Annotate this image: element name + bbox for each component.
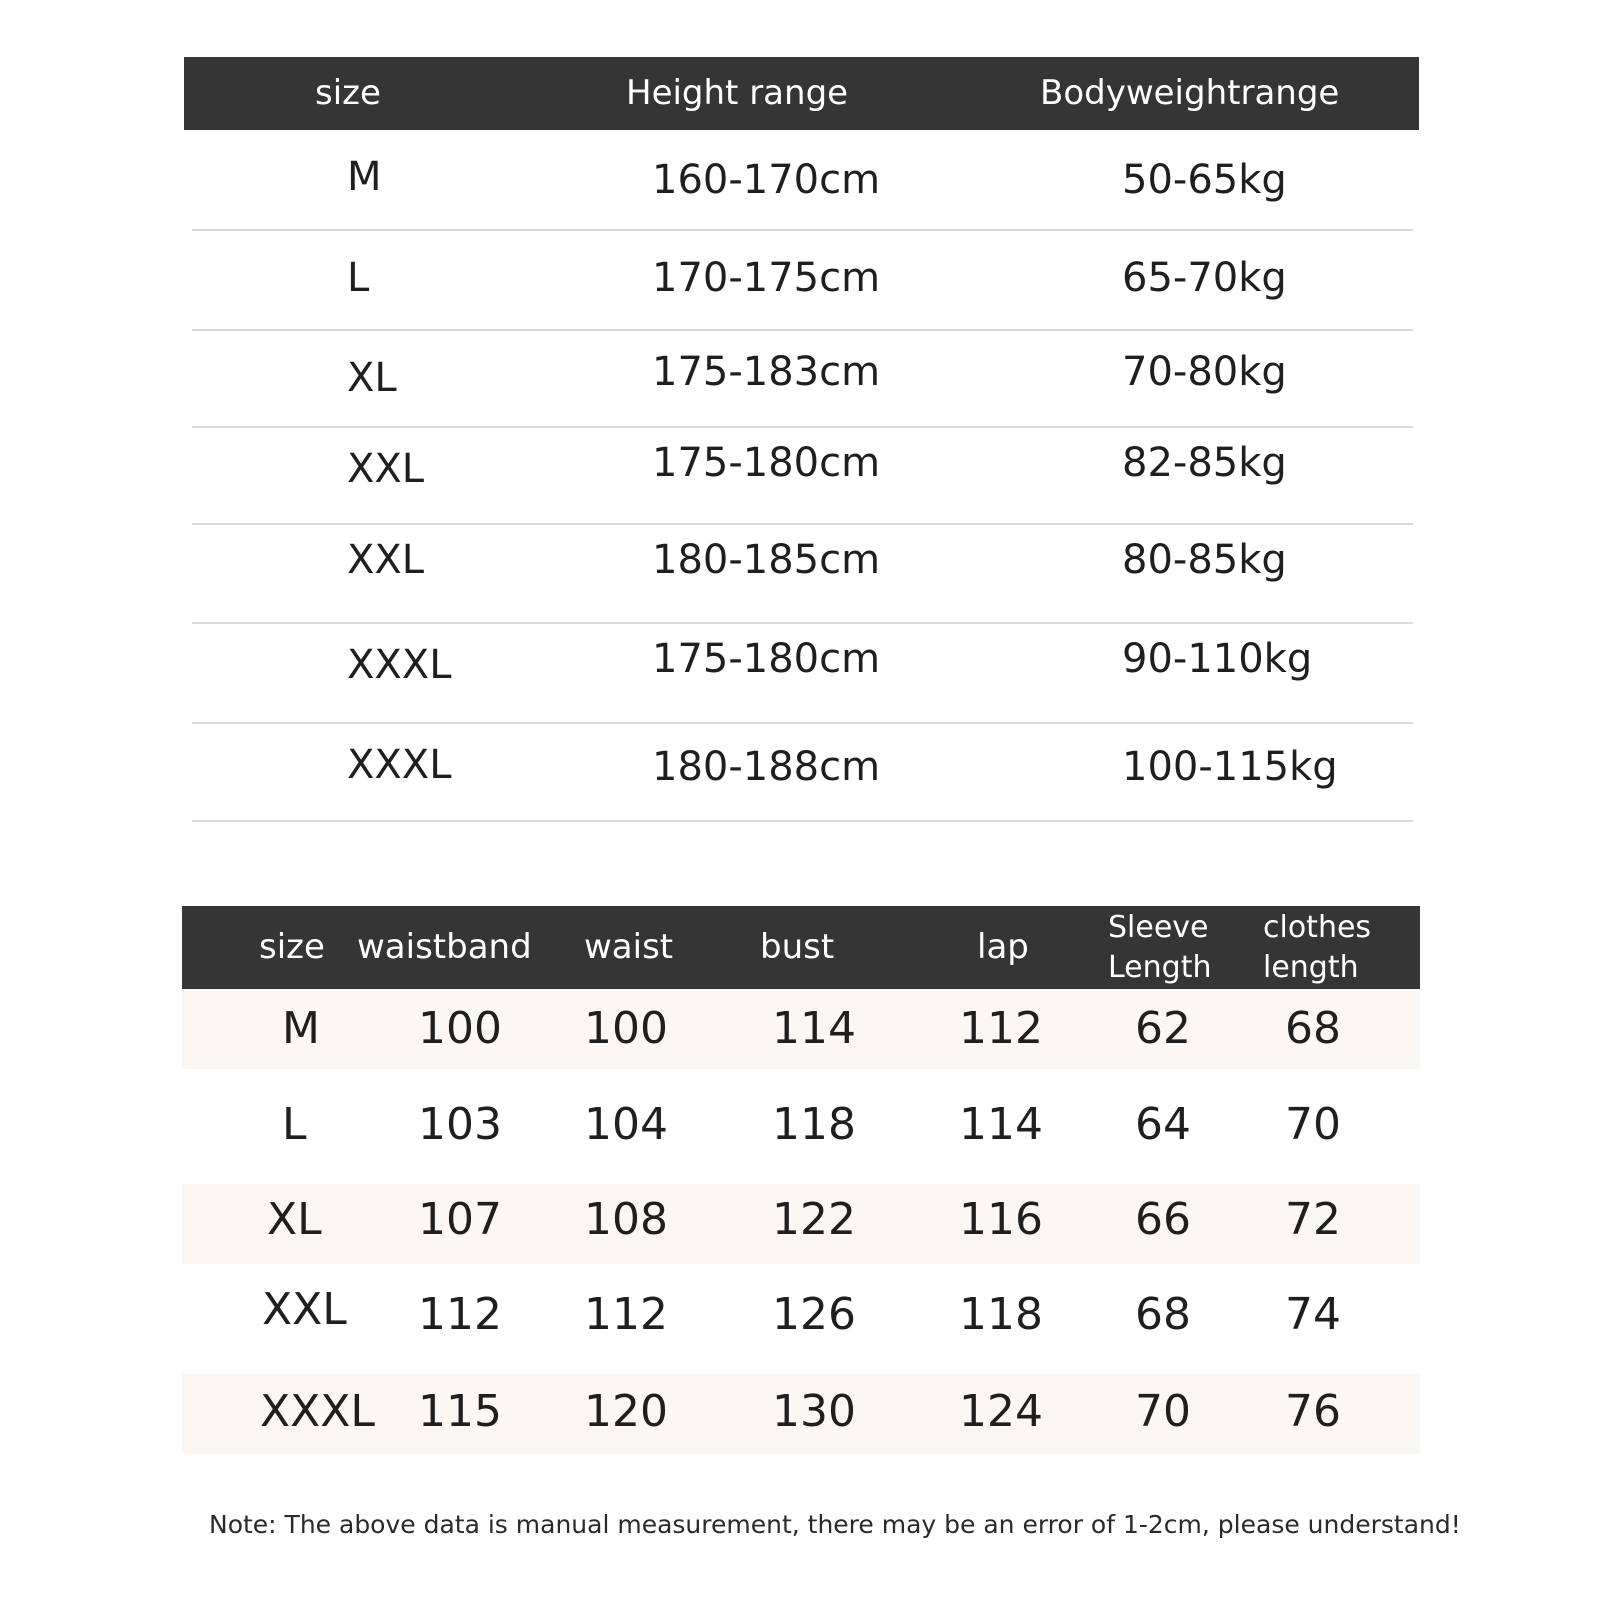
table-header bbox=[182, 906, 1420, 989]
table-row bbox=[192, 624, 1413, 724]
cell-height: 175-180cm bbox=[652, 440, 881, 486]
cell-size: M bbox=[282, 1003, 320, 1054]
cell-weight: 70-80kg bbox=[1122, 349, 1287, 395]
header-bodyweight-range: Bodyweightrange bbox=[1040, 73, 1340, 113]
cell-bust: 114 bbox=[772, 1003, 856, 1054]
measurements-table bbox=[182, 906, 1420, 1454]
cell-sleeve-length: 64 bbox=[1135, 1099, 1191, 1150]
cell-waistband: 107 bbox=[418, 1194, 502, 1245]
cell-waist: 104 bbox=[584, 1099, 668, 1150]
header-waist: waist bbox=[584, 927, 674, 967]
cell-clothes-length: 74 bbox=[1285, 1289, 1341, 1340]
cell-sleeve-length: 66 bbox=[1135, 1194, 1191, 1245]
cell-waist: 112 bbox=[584, 1289, 668, 1340]
header-waistband: waistband bbox=[357, 927, 532, 967]
cell-clothes-length: 68 bbox=[1285, 1003, 1341, 1054]
table-row bbox=[182, 1184, 1420, 1264]
cell-clothes-length: 72 bbox=[1285, 1194, 1341, 1245]
cell-waistband: 112 bbox=[418, 1289, 502, 1340]
table-row bbox=[182, 989, 1420, 1069]
cell-lap: 114 bbox=[959, 1099, 1043, 1150]
header-clothes-line2: length bbox=[1263, 950, 1359, 985]
cell-height: 175-183cm bbox=[652, 349, 881, 395]
cell-size: XXXL bbox=[347, 742, 452, 788]
header-clothes-line1: clothes bbox=[1263, 910, 1372, 945]
cell-clothes-length: 70 bbox=[1285, 1099, 1341, 1150]
header-lap: lap bbox=[977, 927, 1029, 967]
cell-lap: 118 bbox=[959, 1289, 1043, 1340]
cell-lap: 112 bbox=[959, 1003, 1043, 1054]
table-row bbox=[192, 724, 1413, 822]
cell-size: XXL bbox=[347, 537, 425, 583]
cell-waist: 120 bbox=[584, 1386, 668, 1437]
cell-size: XXXL bbox=[260, 1386, 375, 1437]
header-sleeve-line1: Sleeve bbox=[1108, 910, 1209, 945]
cell-sleeve-length: 70 bbox=[1135, 1386, 1191, 1437]
cell-bust: 122 bbox=[772, 1194, 856, 1245]
cell-lap: 116 bbox=[959, 1194, 1043, 1245]
cell-bust: 126 bbox=[772, 1289, 856, 1340]
height-weight-table bbox=[184, 57, 1419, 822]
cell-size: XL bbox=[347, 355, 397, 401]
cell-height: 175-180cm bbox=[652, 636, 881, 682]
cell-sleeve-length: 68 bbox=[1135, 1289, 1191, 1340]
cell-weight: 100-115kg bbox=[1122, 744, 1338, 790]
cell-size: M bbox=[347, 154, 382, 200]
header-size: size bbox=[259, 927, 325, 967]
cell-size: XXL bbox=[262, 1284, 347, 1335]
cell-size: XL bbox=[267, 1194, 322, 1245]
cell-waistband: 100 bbox=[418, 1003, 502, 1054]
cell-sleeve-length: 62 bbox=[1135, 1003, 1191, 1054]
cell-bust: 130 bbox=[772, 1386, 856, 1437]
table-row bbox=[182, 1264, 1420, 1374]
table-row bbox=[192, 130, 1413, 231]
header-sleeve-length bbox=[1108, 908, 1211, 988]
cell-weight: 80-85kg bbox=[1122, 537, 1287, 583]
cell-height: 180-188cm bbox=[652, 744, 881, 790]
cell-size: XXXL bbox=[347, 642, 452, 688]
cell-weight: 50-65kg bbox=[1122, 157, 1287, 203]
cell-waistband: 103 bbox=[418, 1099, 502, 1150]
cell-height: 170-175cm bbox=[652, 255, 881, 301]
cell-waist: 108 bbox=[584, 1194, 668, 1245]
cell-size: L bbox=[347, 255, 370, 301]
cell-bust: 118 bbox=[772, 1099, 856, 1150]
header-sleeve-line2: Length bbox=[1108, 950, 1212, 985]
measurement-note: Note: The above data is manual measurement, there may be an error of 1-2cm, please understand! bbox=[209, 1510, 1461, 1539]
header-height-range: Height range bbox=[626, 73, 849, 113]
table-row bbox=[182, 1374, 1420, 1454]
cell-weight: 90-110kg bbox=[1122, 636, 1313, 682]
header-clothes-length bbox=[1263, 908, 1371, 988]
table-row bbox=[192, 525, 1413, 624]
header-bust: bust bbox=[760, 927, 835, 967]
cell-weight: 82-85kg bbox=[1122, 440, 1287, 486]
cell-weight: 65-70kg bbox=[1122, 255, 1287, 301]
cell-waist: 100 bbox=[584, 1003, 668, 1054]
table-row bbox=[192, 428, 1413, 525]
cell-clothes-length: 76 bbox=[1285, 1386, 1341, 1437]
cell-waistband: 115 bbox=[418, 1386, 502, 1437]
table-header bbox=[184, 57, 1419, 130]
cell-height: 160-170cm bbox=[652, 157, 881, 203]
cell-height: 180-185cm bbox=[652, 537, 881, 583]
table-row bbox=[182, 1069, 1420, 1184]
table-row bbox=[192, 331, 1413, 428]
table-row bbox=[192, 231, 1413, 331]
cell-lap: 124 bbox=[959, 1386, 1043, 1437]
cell-size: XXL bbox=[347, 446, 425, 492]
cell-size: L bbox=[282, 1099, 307, 1150]
header-size: size bbox=[315, 73, 381, 113]
